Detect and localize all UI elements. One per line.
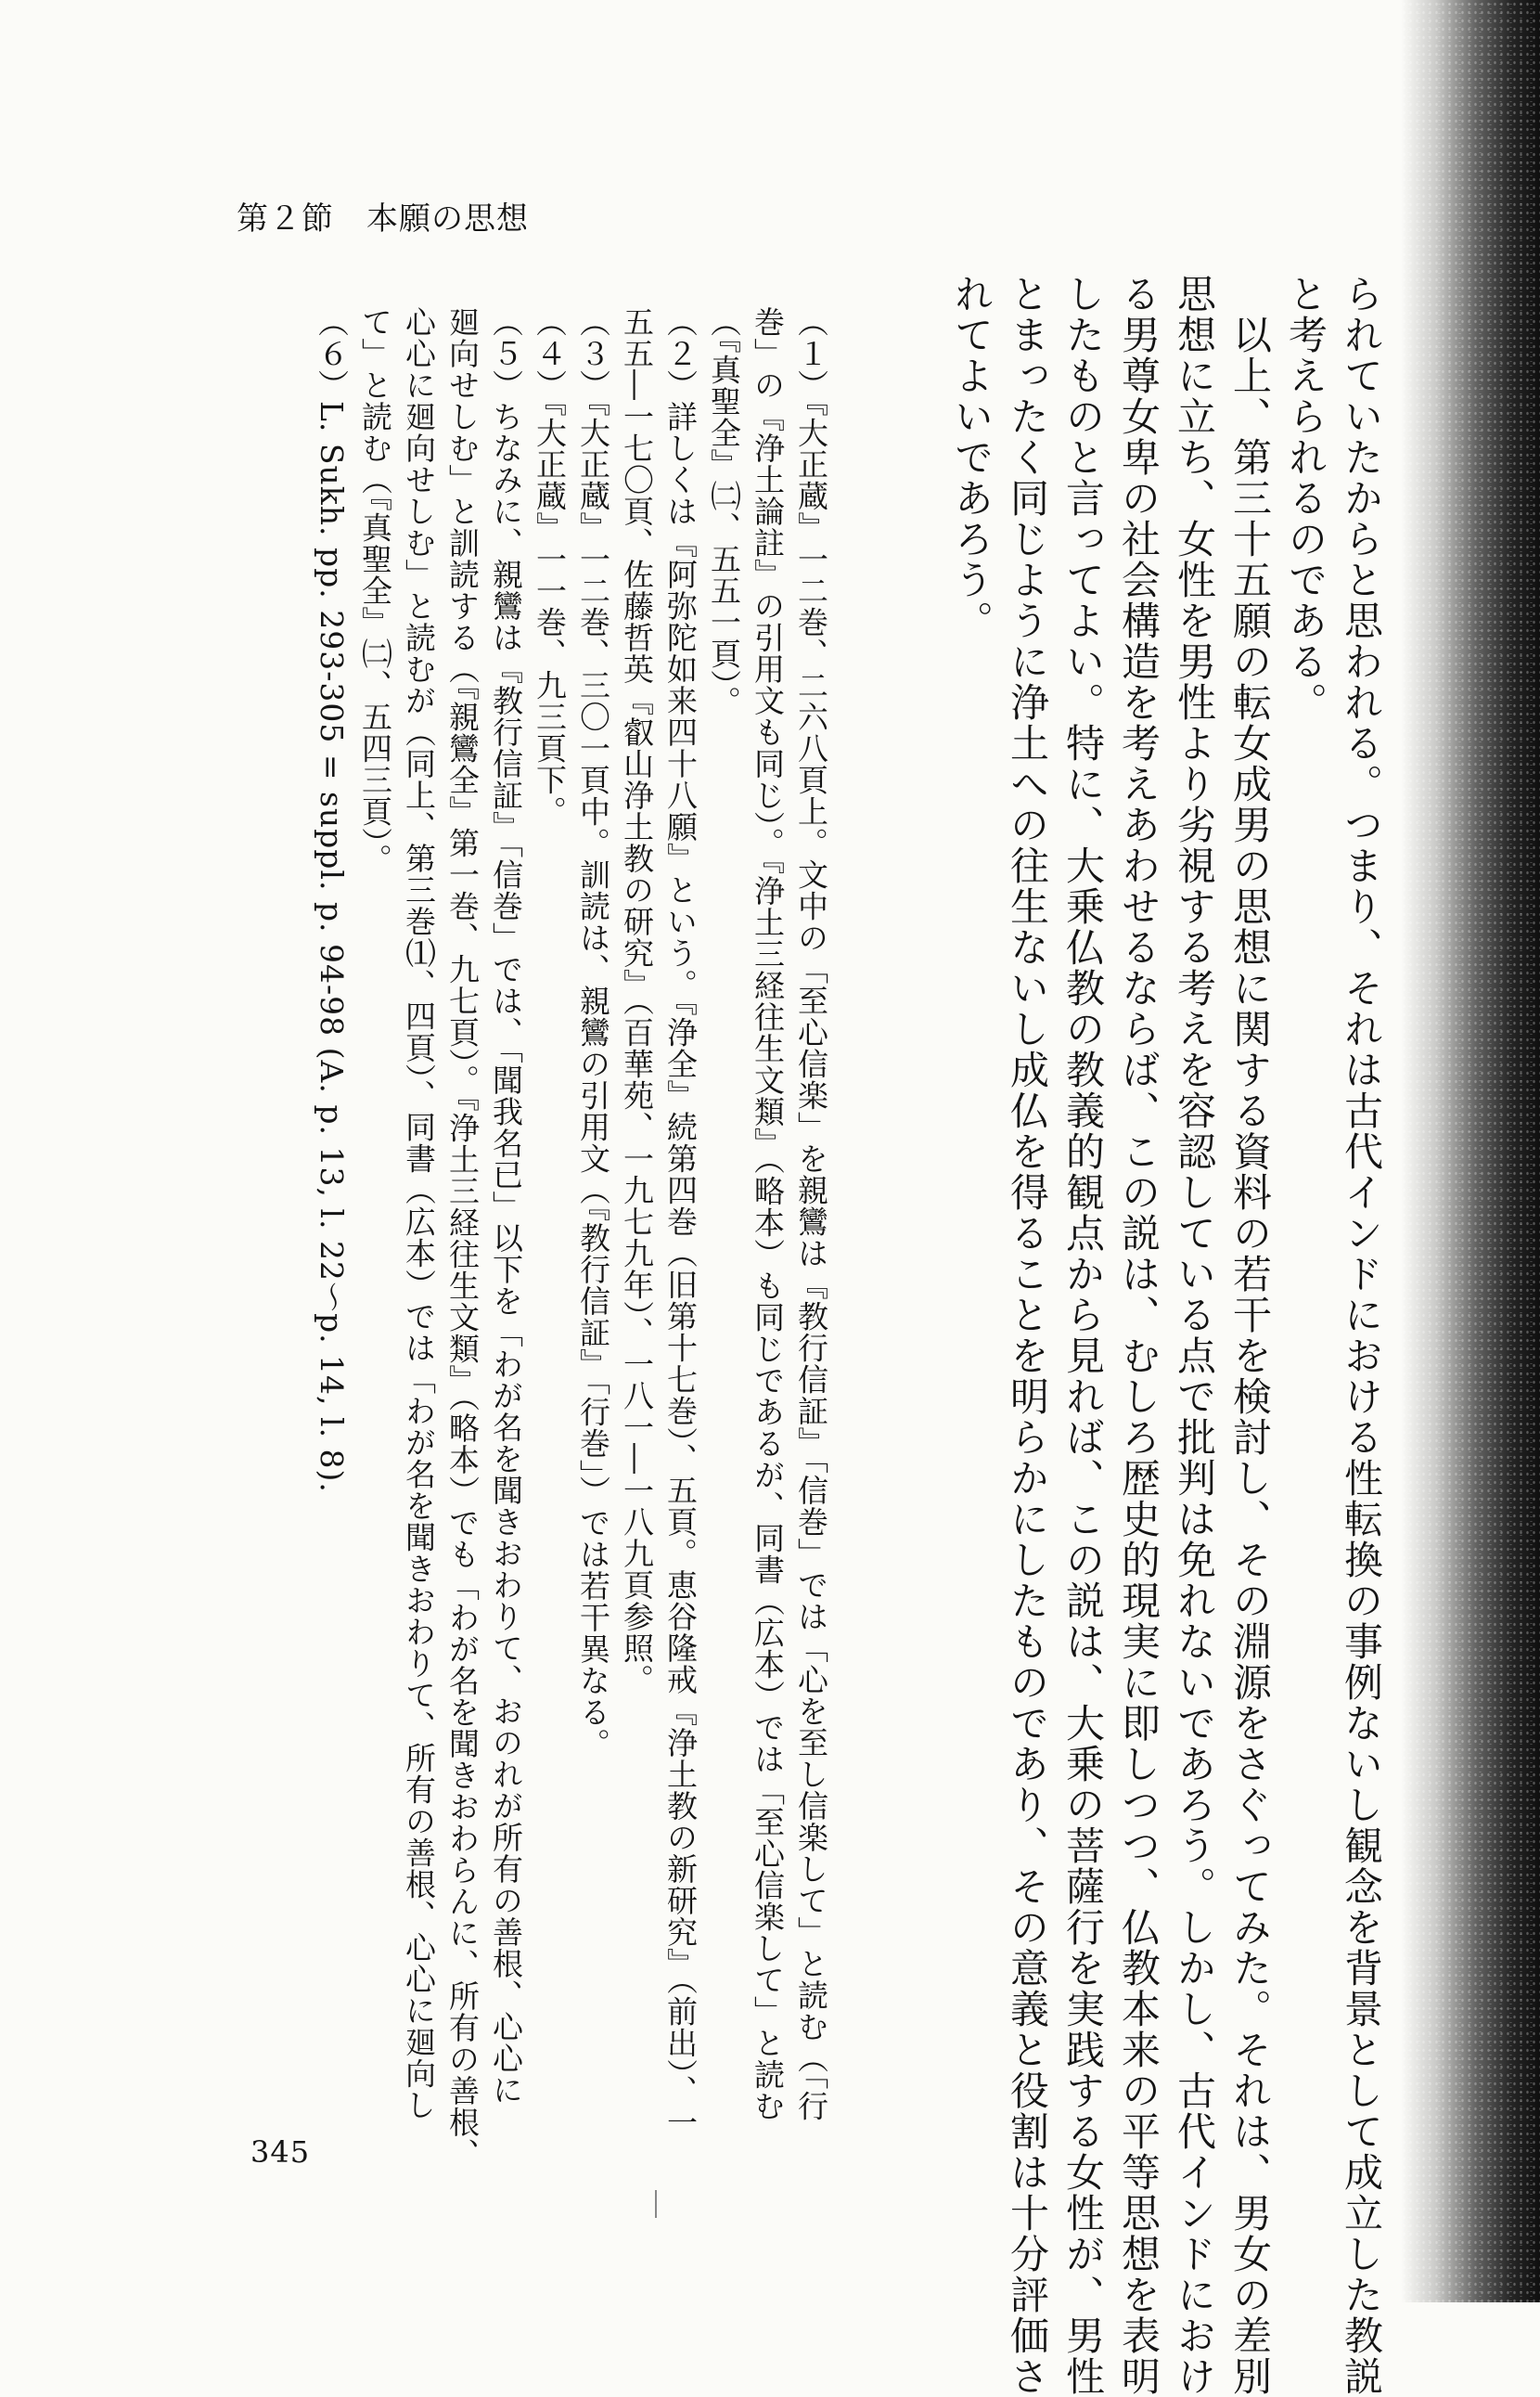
body-line-1: られていたからと思われる。つまり、それは古代インドにおける性転換の事例ないし観念を背景として成立した教説	[1339, 274, 1384, 2397]
note-line-6: （３）『大正蔵』一二巻、三〇一頁中。訓読は、親鸞の引用文（『教行信証』「行巻」）では若干異なる。	[575, 306, 611, 1759]
page-header: 第２節 本願の思想	[237, 200, 529, 238]
scan-mark	[655, 2190, 657, 2218]
note-line-12: （６）L. Sukh. pp. 293-305 = suppl. p. 94-98 (A. p. 13, l. 22～p. 14, l. 8).	[314, 306, 350, 1493]
note-line-7: （４）『大正蔵』一一巻、九三頁下。	[532, 306, 568, 828]
body-line-6: したものと言ってよい。特に、大乗仏教の教義的観点から見れば、この説は、大乗の菩薩行を実践する女性が、男性	[1060, 274, 1106, 2397]
note-line-10: 心心に廻向せしむ」と読むが（同上、第三巻⑴、四頁）、同書（広本）では「わが名を聞きおわりて、所有の善根、心心に廻向し	[401, 306, 437, 2121]
body-line-5: る男尊女卑の社会構造を考えあわせるならば、この説は、むしろ歴史的現実に即しつつ、仏教本来の平等思想を表明	[1116, 274, 1161, 2397]
body-line-7: とまったく同じように浄土への往生ないし成仏を得ることを明らかにしたものであり、その意義と役割は十分評価さ	[1005, 274, 1050, 2397]
body-line-8: れてよいであろう。	[949, 274, 995, 641]
note-line-4: （２）詳しくは『阿弥陀如来四十八願』という。『浄全』続第四巻（旧第十七巻）、五頁。恵谷隆戒『浄土教の新研究』（前出）、一	[662, 306, 699, 2138]
scan-speckle	[1401, 0, 1540, 2302]
note-line-2: 巻」の『浄土論註』の引用文も同じ）。『浄土三経往生文類』（略本）も同じであるが、同書（広本）では「至心信楽して」と読む	[750, 306, 786, 2122]
page-number: 345	[250, 2134, 311, 2170]
note-line-11: て」と読む（『真聖全』㈡、五四三頁）。	[357, 306, 393, 875]
body-line-4: 思想に立ち、女性を男性より劣視する考えを容認している点で批判は免れないであろう。しかし、古代インドにおけ	[1172, 274, 1217, 2397]
note-line-1: （１）『大正蔵』一二巻、二六八頁上。文中の「至心信楽」を親鸞は『教行信証』「信巻」では「心を至し信楽して」と読む（「行	[793, 306, 829, 2122]
note-line-5: 五五―一七〇頁、佐藤哲英『叡山浄土教の研究』（百華苑、一九七九年）、一八一―一八九頁参照。	[619, 306, 655, 1695]
note-line-9: 廻向せしむ」と訓読する（『親鸞全』第一巻、九七頁）。『浄土三経往生文類』（略本）でも「わが名を聞きおわらんに、所有の善根、	[444, 306, 481, 2170]
body-line-3: 以上、第三十五願の転女成男の思想に関する資料の若干を検討し、その淵源をさぐってみた。それは、男女の差別	[1227, 274, 1273, 2397]
body-line-2: と考えられるのである。	[1283, 274, 1328, 723]
note-line-8: （５）ちなみに、親鸞は『教行信証』「信巻」では、「聞我名已」以下を「わが名を聞きおわりて、おのれが所有の善根、心心に	[488, 306, 524, 2106]
note-line-3: （『真聖全』㈡、五五一頁）。	[706, 306, 742, 717]
